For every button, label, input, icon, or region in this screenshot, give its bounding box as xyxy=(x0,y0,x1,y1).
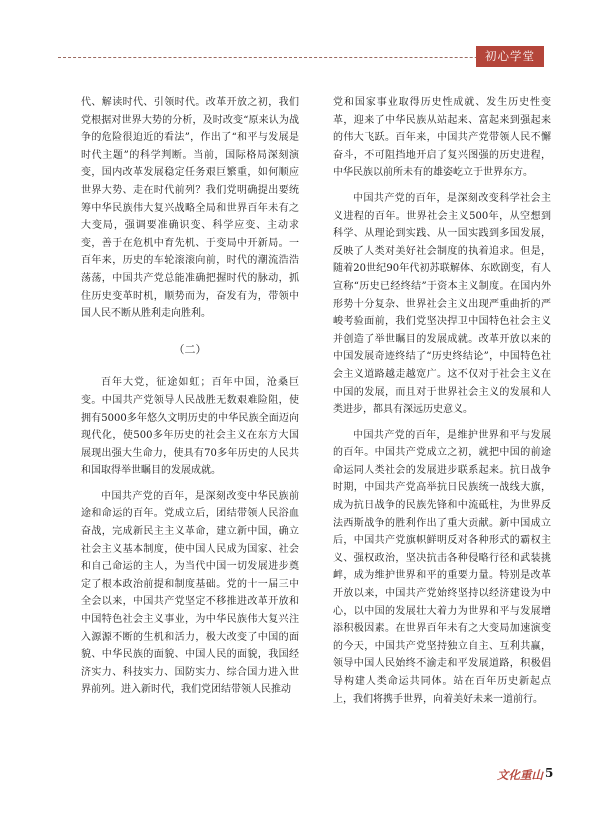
paragraph: 代、解读时代、引领时代。改革开放之初，我们党根据对世界大势的分析，及时改变“原来认为战争的危险很迫近的看法”，作出了“和平与发展是时代主题”的科学判断。当前，国际格局深刻演变，国内改革发展稳定任务艰巨繁重，如何顺应世界大势、走在时代前列？我们党明确提出要统筹中华民族伟大复兴战略全局和世界百年未有之大变局，强调要准确识变、科学应变、主动求变，善于在危机中育先机、于变局中开新局。一百年来，历史的车轮滚滚向前，时代的潮流浩浩荡荡，中国共产党总能准确把握时代的脉动，抓住历史变革时机，顺势而为，奋发有为，带领中国人民不断从胜利走向胜利。 xyxy=(81,97,299,320)
magazine-logo: 文化重山 xyxy=(497,768,543,782)
paragraph: 中国共产党的百年，是深刻改变科学社会主义进程的百年。世界社会主义500年，从空想到科学、从理论到实践、从一国实践到多国发展，反映了人类对美好社会制度的执着追求。但是，随着20世纪90年代初苏联解体、东欧剧变，有人宣称“历史已经终结”于资本主义制度。在国内外形势十分复杂、世界社会主义出现严重曲折的严峻考验面前，我们党坚决捍卫中国特色社会主义并创造了举世瞩目的发展成就。改革开放以来的中国发展奇迹终结了“历史终结论”，中国特色社会主义道路越走越宽广。这不仅对于社会主义在中国的发展，而且对于世界社会主义的发展和人类进步，都具有深远历史意义。 xyxy=(333,192,551,416)
paragraph: 中国共产党的百年，是维护世界和平与发展的百年。中国共产党成立之初，就把中国的前途命运同人类社会的发展进步联系起来。抗日战争时期，中国共产党高举抗日民族统一战线大旗，成为抗日战争的民族先锋和中流砥柱，为世界反法西斯战争的胜利作出了重大贡献。新中国成立后，中国共产党旗帜鲜明反对各种形式的霸权主义、强权政治，坚决抗击各种侵略行径和武装挑衅，成为维护世界和平的重要力量。特别是改革开放以来，中国共产党始终坚持以经济建设为中心，以中国的发展壮大着力为世界和平与发展增添积极因素。在世界百年未有之大变局加速演变的今天，中国共产党坚持独立自主、互利共赢，领导中国人民始终不渝走和平发展道路，积极倡导构建人类命运共同体。站在百年历史新起点上，我们将携手世界，向着美好未来一道前行。 xyxy=(333,429,551,705)
left-column xyxy=(81,94,299,699)
section-tag: 初心学堂 xyxy=(476,46,544,67)
header-rule xyxy=(58,57,538,58)
paragraph: 百年大党，征途如虹；百年中国，沧桑巨变。中国共产党领导人民战胜无数艰难险阻，使拥有5000多年悠久文明历史的中华民族全面迈向现代化，使500多年历史的社会主义在东方大国展现出强大生命力，使具有70多年历史的人民共和国取得举世瞩目的发展成就。 xyxy=(81,377,299,477)
page-number: 5 xyxy=(545,766,554,780)
paragraph: 党和国家事业取得历史性成就、发生历史性变革，迎来了中华民族从站起来、富起来到强起来的伟大飞跃。百年来，中国共产党带领人民不懈奋斗，不可阻挡地开启了复兴图强的历史进程，中华民族以前所未有的雄姿屹立于世界东方。 xyxy=(333,97,551,179)
paragraph: 中国共产党的百年，是深刻改变中华民族前途和命运的百年。党成立后，团结带领人民浴血奋战，完成新民主主义革命，建立新中国，确立社会主义基本制度，使中国人民成为国家、社会和自己命运的主人，为当代中国一切发展进步奠定了根本政治前提和制度基础。党的十一届三中全会以来，中国共产党坚定不移推进改革开放和中国特色社会主义事业，为中华民族伟大复兴注入源源不断的生机和活力，极大改变了中国的面貌、中华民族的面貌、中国人民的面貌，我国经济实力、科技实力、国防实力、综合国力进入世界前列。进入新时代，我们党团结带领人民推动 xyxy=(81,490,299,696)
right-column xyxy=(333,94,551,708)
section-heading: （二） xyxy=(173,342,207,356)
